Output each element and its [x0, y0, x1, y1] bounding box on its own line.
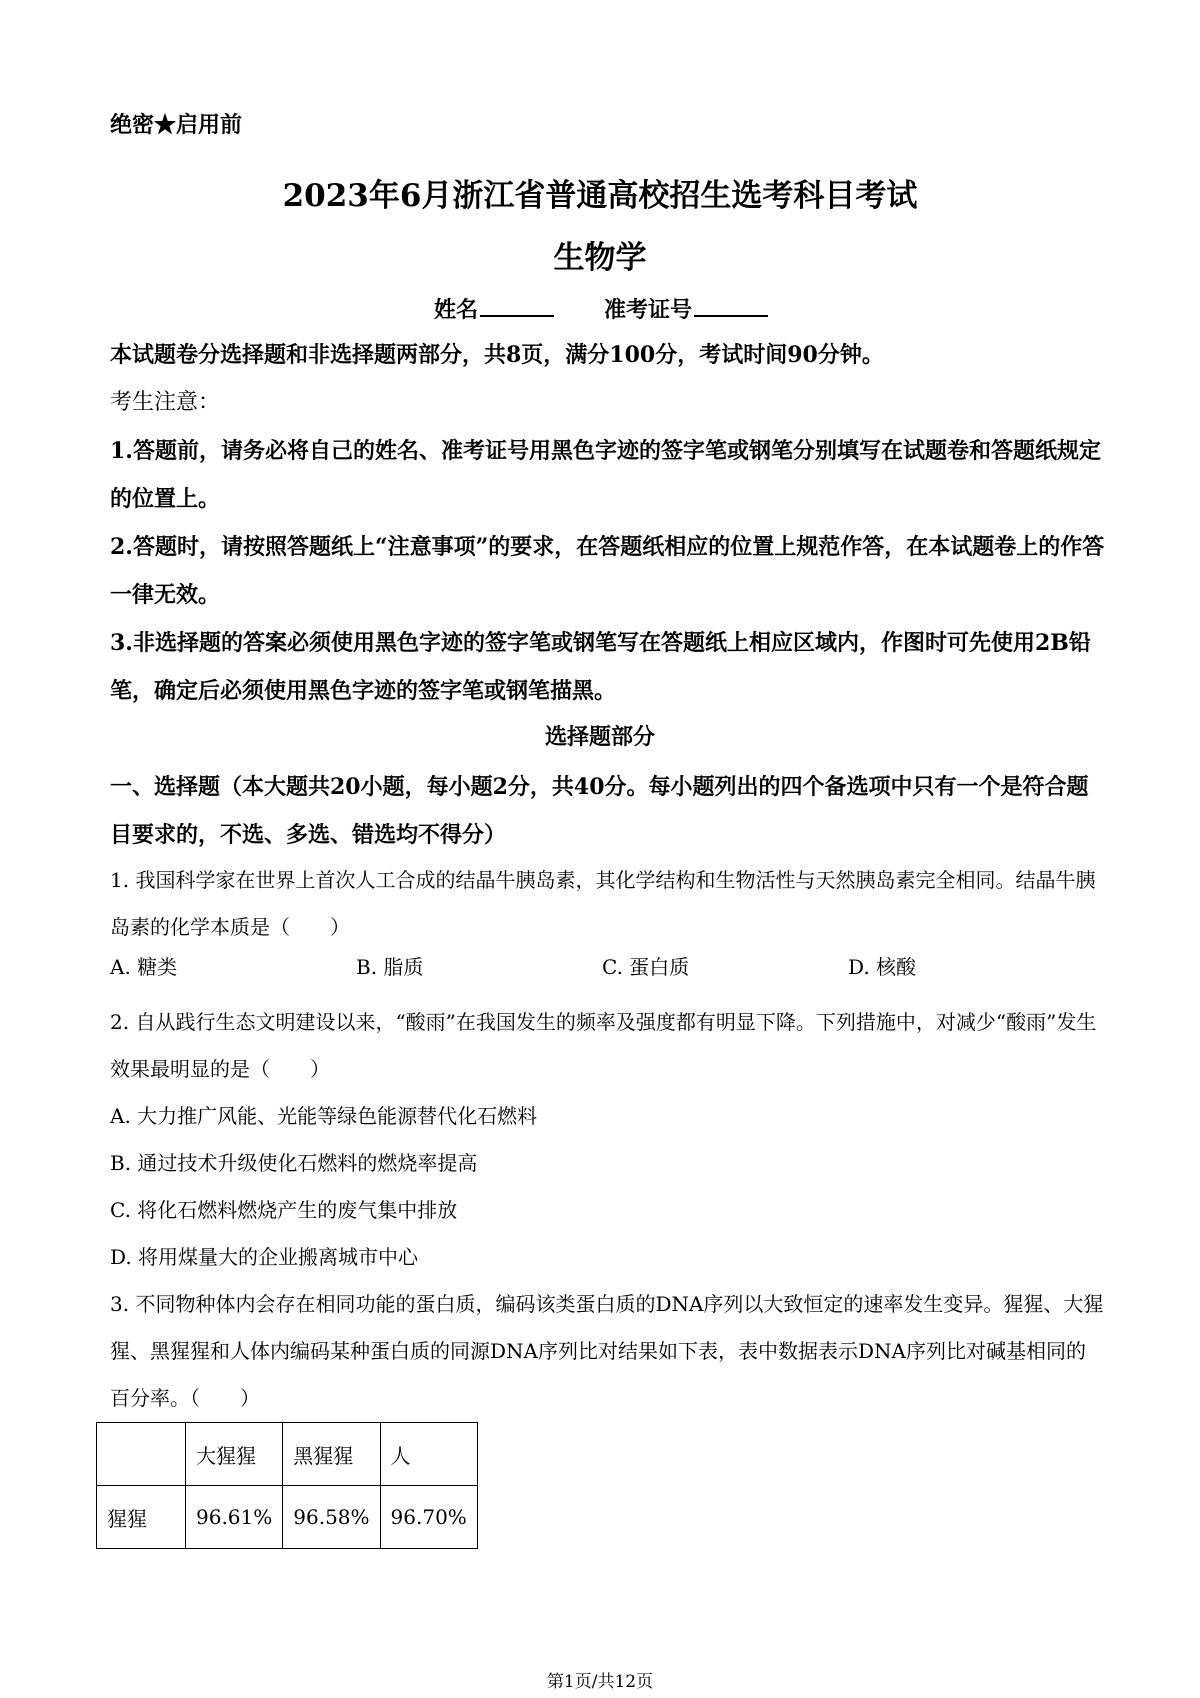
intro-summary: 本试题卷分选择题和非选择题两部分，共8页，满分100分，考试时间90分钟。 — [110, 342, 884, 368]
question-2-option-a: A. 大力推广风能、光能等绿色能源替代化石燃料 — [110, 1104, 538, 1128]
exam-title: 2023年6月浙江省普通高校招生选考科目考试 — [282, 178, 918, 214]
notice-heading: 考生注意： — [110, 390, 221, 415]
question-1-option-c: C. 蛋白质 — [602, 955, 690, 979]
notice-item-2: 2.答题时，请按照答题纸上“注意事项”的要求，在答题纸相应的位置上规范作答，在本试题卷上的作答一律无效。 — [110, 534, 1105, 608]
table-row — [97, 1486, 478, 1549]
notice-item-3: 3.非选择题的答案必须使用黑色字迹的签字笔或钢笔写在答题纸上相应区域内，作图时可先使用2B铅笔，确定后必须使用黑色字迹的签字笔或钢笔描黑。 — [110, 630, 1091, 704]
table-header-cell: 黑猩猩 — [283, 1423, 380, 1486]
table-cell: 猩猩 — [97, 1486, 186, 1549]
notice-item-1: 1.答题前，请务必将自己的姓名、准考证号用黑色字迹的签字笔或钢笔分别填写在试题卷和答题纸规定的位置上。 — [110, 438, 1101, 512]
section-title: 选择题部分 — [544, 724, 655, 750]
question-1-stem: 1. 我国科学家在世界上首次人工合成的结晶牛胰岛素，其化学结构和生物活性与天然胰岛素完全相同。结晶牛胰岛素的化学本质是（ ） — [110, 868, 1096, 939]
dna-comparison-table — [96, 1422, 478, 1549]
name-row — [434, 293, 768, 324]
name-blank — [480, 297, 554, 317]
secret-mark: 绝密★启用前 — [110, 112, 243, 138]
subject-title: 生物学 — [553, 240, 647, 276]
table-header-cell: 大猩猩 — [186, 1423, 283, 1486]
question-2-option-d: D. 将用煤量大的企业搬离城市中心 — [110, 1245, 419, 1269]
question-1-option-a: A. 糖类 — [110, 955, 178, 979]
question-2-option-b: B. 通过技术升级使化石燃料的燃烧率提高 — [110, 1151, 478, 1175]
table-cell: 96.61% — [186, 1486, 283, 1549]
question-1-option-b: B. 脂质 — [356, 955, 424, 979]
question-1-option-d: D. 核酸 — [848, 955, 917, 979]
table-header-cell: 人 — [380, 1423, 477, 1486]
table-cell: 96.70% — [380, 1486, 477, 1549]
table-header-row — [97, 1423, 478, 1486]
page-footer: 第1页/共12页 — [546, 1672, 654, 1692]
exam-number-label: 准考证号 — [604, 297, 693, 323]
name-label: 姓名 — [434, 297, 479, 323]
table-header-cell — [97, 1423, 186, 1486]
part-heading: 一、选择题（本大题共20小题，每小题2分，共40分。每小题列出的四个备选项中只有一个是符合题目要求的，不选、多选、错选均不得分） — [110, 774, 1089, 848]
exam-number-blank — [694, 297, 768, 317]
table-cell: 96.58% — [283, 1486, 380, 1549]
question-2-option-c: C. 将化石燃料燃烧产生的废气集中排放 — [110, 1198, 458, 1222]
question-2-stem: 2. 自从践行生态文明建设以来，“酸雨”在我国发生的频率及强度都有明显下降。下列措施中，对减少“酸雨”发生效果最明显的是（ ） — [110, 1010, 1097, 1081]
question-3-stem: 3. 不同物种体内会存在相同功能的蛋白质，编码该类蛋白质的DNA序列以大致恒定的速率发生变异。猩猩、大猩猩、黑猩猩和人体内编码某种蛋白质的同源DNA序列比对结果如下表，表中数据表示DNA序列比对碱基相同的百分率。（ ） — [110, 1292, 1104, 1410]
